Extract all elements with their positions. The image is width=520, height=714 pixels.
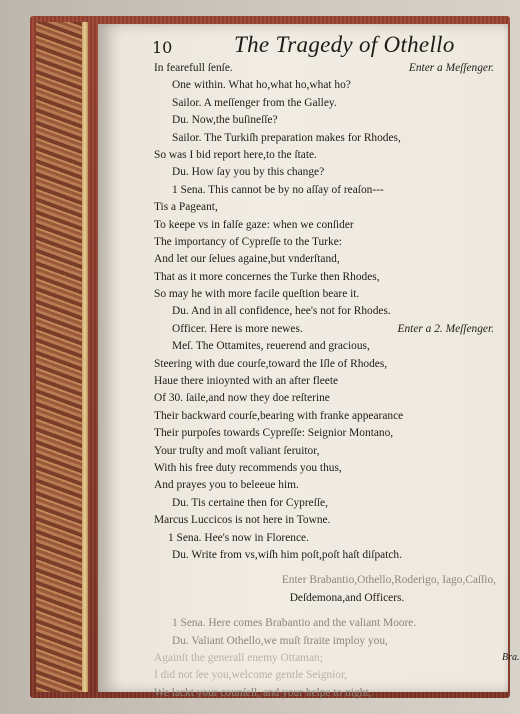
text-line: Haue there inioynted with an after fleete bbox=[154, 375, 339, 388]
text-line: 1 Sena. This cannot be by no aſſay of reaſon--- bbox=[172, 183, 384, 196]
text-line: The importancy of Cypreſſe to the Turke: bbox=[154, 235, 342, 248]
text-line: Your truſty and moſt valiant ſeruitor, bbox=[154, 444, 320, 457]
play-text bbox=[154, 60, 500, 702]
stage-direction: Enter a Meſſenger. bbox=[408, 62, 494, 74]
text-line: We lackt your counſell, and your helpe to night, bbox=[154, 686, 372, 699]
text-line: Sailor. The Turkiſh preparation makes for Rhodes, bbox=[172, 131, 401, 144]
book-page bbox=[98, 24, 520, 699]
text-line: Du. Valiant Othello,we muſt ſtraite imploy you, bbox=[172, 634, 388, 647]
text-line: Du. Write from vs,wiſh him poſt,poſt haſt diſpatch. bbox=[172, 548, 402, 561]
text-line: Sailor. A meſſenger from the Galley. bbox=[172, 96, 337, 109]
text-line: I did not ſee you,welcome gentle Seignior, bbox=[154, 669, 348, 682]
text-line: Of 30. ſaile,and now they doe reſterine bbox=[154, 392, 330, 405]
gilt-edge bbox=[82, 22, 88, 692]
page-number: 10 bbox=[152, 38, 173, 57]
text-line: Their purpoſes towards Cypreſſe: Seignior Montano, bbox=[154, 427, 394, 440]
text-line: Againſt the generall enemy Ottaman; bbox=[154, 651, 323, 664]
text-line: And let our ſelues againe,but vnderſtand, bbox=[154, 253, 340, 266]
text-line: Du. Now,the buſineſſe? bbox=[172, 114, 278, 127]
text-line: Du. Tis certaine then for Cypreſſe, bbox=[172, 496, 328, 509]
text-line: To keepe vs in falſe gaze: when we conſider bbox=[154, 218, 354, 231]
text-line: Their backward courſe,bearing with franke appearance bbox=[154, 409, 404, 422]
text-line: Marcus Luccicos is not here in Towne. bbox=[154, 514, 331, 527]
stage-direction-line: Deſdemona,and Officers. bbox=[289, 591, 405, 604]
running-title: The Tragedy of Othello bbox=[234, 32, 455, 57]
text-line: One within. What ho,what ho,what ho? bbox=[172, 79, 351, 92]
text-line: Meſ. The Ottamites, reuerend and gracious, bbox=[172, 340, 370, 353]
text-line: Officer. Here is more newes. Enter a 2. Meſſenger. bbox=[154, 321, 500, 338]
marbled-endpaper bbox=[36, 22, 84, 692]
text-line: So may he with more facile queſtion beare it. bbox=[154, 288, 360, 301]
page-header bbox=[98, 30, 508, 64]
text-line: And prayes you to beleeue him. bbox=[154, 479, 299, 492]
text-line: Tis a Pageant, bbox=[154, 201, 218, 214]
text-line: 1 Sena. Hee's now in Florence. bbox=[168, 531, 309, 544]
stage-direction: Enter a 2. Meſſenger. bbox=[397, 322, 494, 335]
text-line: Du. And in all confidence, hee's not for Rhodes. bbox=[172, 305, 391, 318]
catchword: Bra. bbox=[502, 652, 520, 663]
stage-direction-line: Enter Brabantio,Othello,Roderigo, Iago,Caſſio, bbox=[281, 574, 496, 587]
text-line: So was I bid report here,to the ſtate. bbox=[154, 148, 317, 161]
text-line: With his free duty recommends you thus, bbox=[154, 461, 342, 474]
text-line: In fearefull ſenſe. Enter a Meſſenger. bbox=[154, 60, 500, 77]
text-line: That as it more concernes the Turke then Rhodes, bbox=[154, 270, 380, 283]
text-line: Steering with due courſe,toward the Iſle of Rhodes, bbox=[154, 357, 388, 370]
text-line: Du. How ſay you by this change? bbox=[172, 166, 325, 179]
text-line: 1 Sena. Here comes Brabantio and the valiant Moore. bbox=[172, 617, 417, 630]
